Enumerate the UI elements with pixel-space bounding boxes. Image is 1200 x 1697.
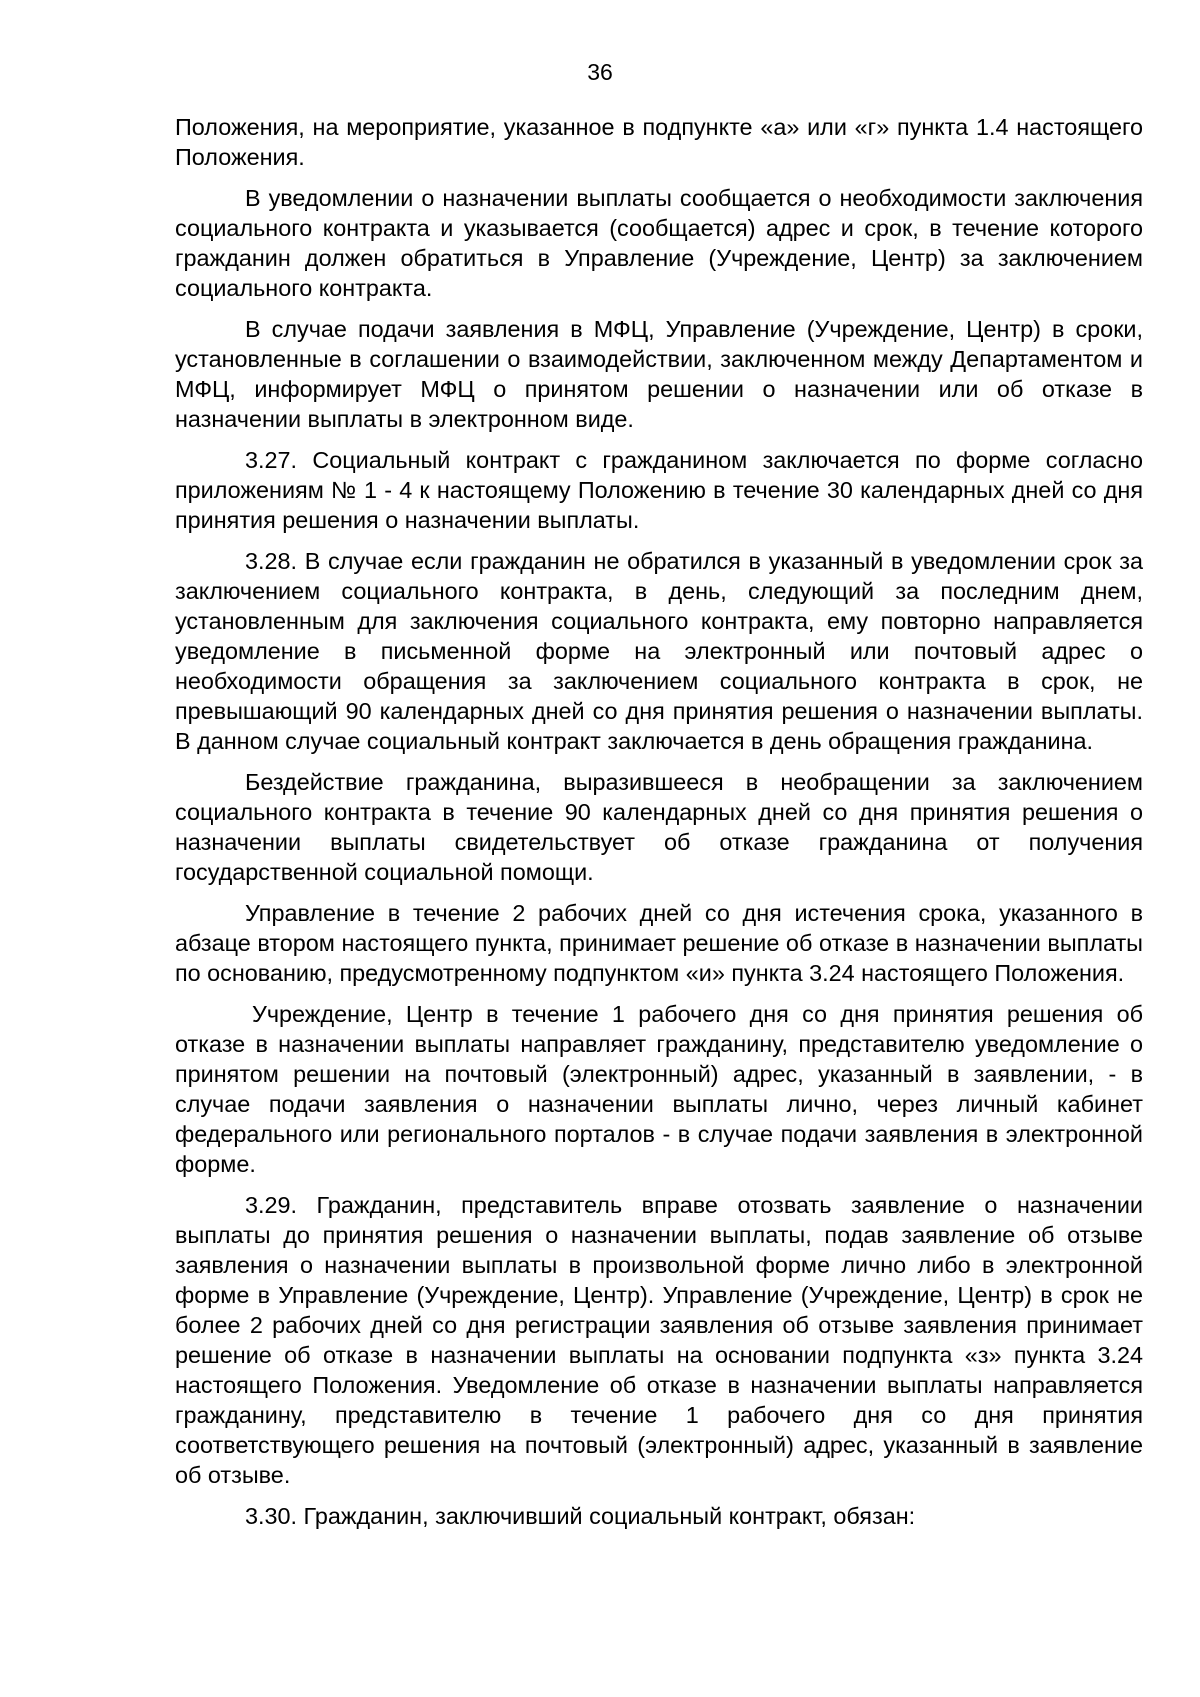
page-number: 36: [587, 59, 613, 85]
paragraph-refusal-notice: Учреждение, Центр в течение 1 рабочего дня со дня принятия решения об отказе в назначении выплаты направляет гражданину, представителю уведомление о принятом решении на почтовый (электронный) адрес, указанный в заявлении, - в случае подачи заявления о назначении выплаты лично, через личный кабинет федерального или регионального порталов - в случае подачи заявления в электронной форме.: [175, 1001, 1143, 1177]
paragraph-3-29: 3.29. Гражданин, представитель вправе отозвать заявление о назначении выплаты до принятия решения о назначении выплаты, подав заявление об отзыве заявления о назначении выплаты в произвольной форме лично либо в электронной форме в Управление (Учреждение, Центр). Управление (Учреждение, Центр) в срок не более 2 рабочих дней со дня регистрации заявления об отзыве заявления принимает решение об отказе в назначении выплаты на основании подпункта «з» пункта 3.24 настоящего Положения. Уведомление об отказе в назначении выплаты направляется гражданину, представителю в течение 1 рабочего дня со дня принятия соответствующего решения на почтовый (электронный) адрес, указанный в заявление об отзыве.: [175, 1192, 1143, 1488]
paragraph-inaction: Бездействие гражданина, выразившееся в необращении за заключением социального контракта в течение 90 календарных дней со дня принятия решения о назначении выплаты свидетельствует об отказе гражданина от получения государственной социальной помощи.: [175, 769, 1143, 885]
paragraph-3-30: 3.30. Гражданин, заключивший социальный контракт, обязан:: [245, 1503, 916, 1529]
paragraph-continuation: Положения, на мероприятие, указанное в подпункте «а» или «г» пункта 1.4 настоящего Положения.: [175, 114, 1143, 170]
paragraph-refusal-decision: Управление в течение 2 рабочих дней со дня истечения срока, указанного в абзаце втором настоящего пункта, принимает решение об отказе в назначении выплаты по основанию, предусмотренному подпунктом «и» пункта 3.24 настоящего Положения.: [175, 900, 1143, 986]
paragraph-3-27: 3.27. Социальный контракт с гражданином заключается по форме согласно приложениям № 1 - 4 к настоящему Положению в течение 30 календарных дней со дня принятия решения о назначении выплаты.: [175, 447, 1143, 533]
paragraph-3-28: 3.28. В случае если гражданин не обратился в указанный в уведомлении срок за заключением социального контракта, в день, следующий за последним днем, установленным для заключения социального контракта, ему повторно направляется уведомление в письменной форме на электронный или почтовый адрес о необходимости обращения за заключением социального контракта в срок, не превышающий 90 календарных дней со дня принятия решения о назначении выплаты. В данном случае социальный контракт заключается в день обращения гражданина.: [175, 548, 1143, 754]
paragraph-mfc: В случае подачи заявления в МФЦ, Управление (Учреждение, Центр) в сроки, установленные в соглашении о взаимодействии, заключенном между Департаментом и МФЦ, информирует МФЦ о принятом решении о назначении или об отказе в назначении выплаты в электронном виде.: [175, 316, 1143, 432]
document-body: [175, 112, 1143, 1542]
paragraph-notification: В уведомлении о назначении выплаты сообщается о необходимости заключения социального контракта и указывается (сообщается) адрес и срок, в течение которого гражданин должен обратиться в Управление (Учреждение, Центр) за заключением социального контракта.: [175, 185, 1143, 301]
